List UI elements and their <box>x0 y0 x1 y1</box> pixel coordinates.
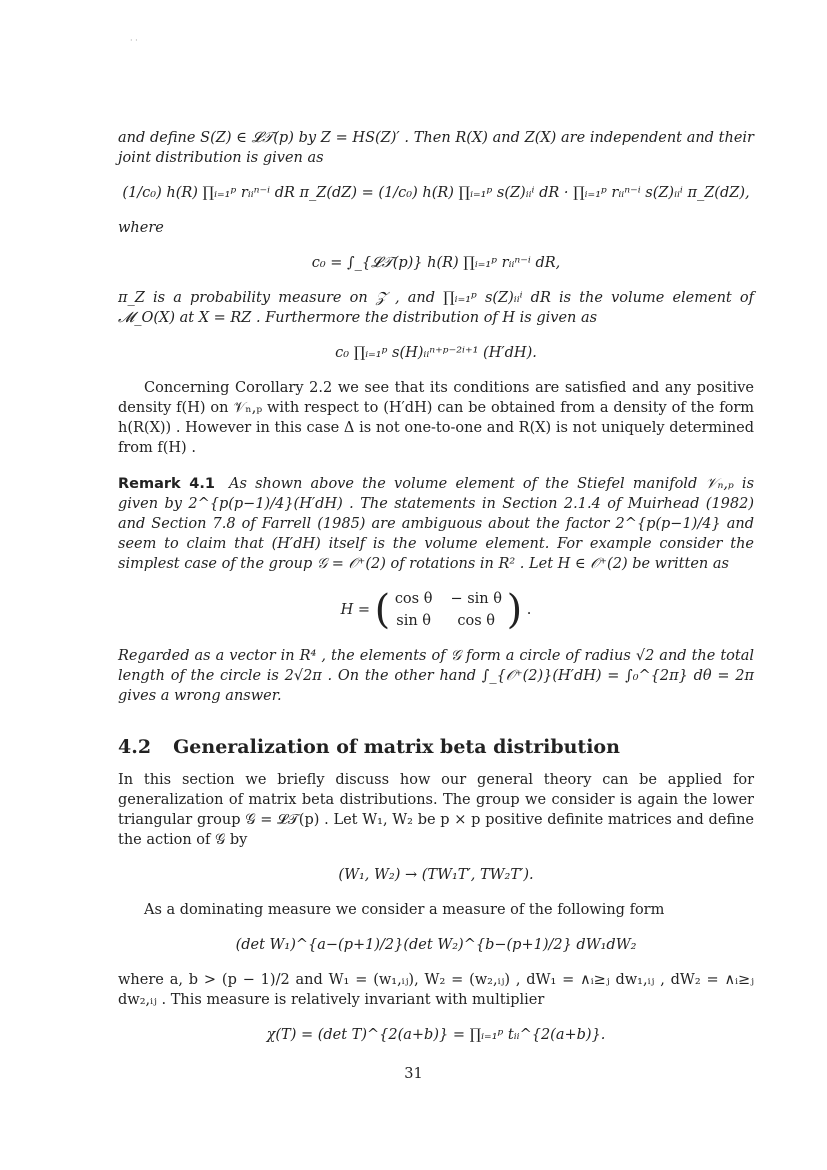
remark-label: Remark 4.1 <box>118 476 215 492</box>
equation-dominating-measure <box>118 934 754 956</box>
equation-text: c₀ ∏ᵢ₌₁ᵖ s(H)ᵢᵢⁿ⁺ᵖ⁻²ⁱ⁺¹ (H′dH). <box>335 345 537 361</box>
matrix-cell: sin θ <box>396 613 432 629</box>
equation-text: (det W₁)^{a−(p+1)/2}(det W₂)^{b−(p+1)/2} dW₁dW₂ <box>235 937 637 953</box>
equation-rotation-matrix <box>118 588 754 632</box>
page-body <box>118 128 754 1060</box>
equation-c0 <box>118 252 754 274</box>
equation-group-action <box>118 864 754 886</box>
equation-text: (1/c₀) h(R) ∏ᵢ₌₁ᵖ rᵢᵢⁿ⁻ⁱ dR π_Z(dZ) = (1/c₀) h(R) ∏ᵢ₌₁ᵖ s(Z)ᵢᵢⁱ dR · ∏ᵢ₌₁ᵖ rᵢᵢⁿ⁻ⁱ s(Z)ᵢᵢⁱ π_Z(dZ), <box>122 185 750 201</box>
right-paren: ) <box>506 587 523 633</box>
left-paren: ( <box>374 587 391 633</box>
paragraph-6: where a, b > (p − 1)/2 and W₁ = (w₁,ᵢⱼ), W₂ = (w₂,ᵢⱼ) , dW₁ = ∧ᵢ≥ⱼ dw₁,ᵢⱼ , dW₂ = ∧ᵢ≥ⱼ dw₂,ᵢⱼ . This measure is relatively invariant with multiplier <box>118 972 754 1008</box>
paragraph-1: and define S(Z) ∈ 𝓛𝒯(p) by Z = HS(Z)′ . Then R(X) and Z(X) are independent and their joint distribution is given as <box>118 130 754 166</box>
matrix-lhs: H = <box>340 602 370 618</box>
matrix-tail: . <box>526 602 532 618</box>
equation-text: χ(T) = (det T)^{2(a+b)} = ∏ᵢ₌₁ᵖ tᵢᵢ^{2(a+b)}. <box>266 1027 606 1043</box>
matrix-cell: cos θ <box>457 613 496 629</box>
paragraph-5: As a dominating measure we consider a measure of the following form <box>144 902 665 918</box>
remark-4-1 <box>118 474 754 574</box>
equation-distribution-h <box>118 342 754 364</box>
equation-text: (W₁, W₂) → (TW₁T′, TW₂T′). <box>338 867 534 883</box>
remark-text: As shown above the volume element of the Stiefel manifold 𝒱ₙ,ₚ is given by 2^{p(p−1)/4}(H′dH) . The statements in Section 2.1.4 of Muirhead (1982) and Section 7.8 of Farrell (1985) are ambiguous about the factor 2^{p(p−1)/4} and seem to claim that (H′dH) itself is the volume element. For example consider the simplest case of the group 𝒢 = 𝒪⁺(2) of rotations in R² . Let H ∈ 𝒪⁺(2) be written as <box>118 476 755 572</box>
paragraph-2: π_Z is a probability measure on 𝒵 , and ∏ᵢ₌₁ᵖ s(Z)ᵢᵢⁱ dR is the volume element of 𝓜_O(X) at X = RZ . Furthermore the distribution of H is given as <box>118 290 754 326</box>
where-label: where <box>118 220 164 236</box>
remark-continuation: Regarded as a vector in R⁴ , the elements of 𝒢 form a circle of radius √2 and the total length of the circle is 2√2π . On the other hand ∫_{𝒪⁺(2)}(H′dH) = ∫₀^{2π} dθ = 2π gives a wrong answer. <box>118 648 754 704</box>
matrix-cell: − sin θ <box>450 591 502 607</box>
equation-joint-distribution <box>118 182 754 204</box>
rotation-matrix <box>395 588 502 632</box>
paragraph-3: Concerning Corollary 2.2 we see that its conditions are satisfied and any positive density f(H) on 𝒱ₙ,ₚ with respect to (H′dH) can be obtained from a density of the form h(R(X)) . However in this case Δ is not one-to-one and R(X) is not uniquely determined from f(H) . <box>118 380 754 456</box>
matrix-cell: cos θ <box>394 591 433 607</box>
section-number: 4.2 <box>118 736 152 758</box>
scan-mark: · · <box>130 36 138 45</box>
paragraph-4: In this section we briefly discuss how our general theory can be applied for generalization of matrix beta distributions. The group we consider is again the lower triangular group 𝒢 = 𝓛𝒯(p) . Let W₁, W₂ be p × p positive definite matrices and define the action of 𝒢 by <box>118 772 754 848</box>
section-heading <box>118 736 754 758</box>
page-number: 31 <box>404 1066 423 1082</box>
equation-multiplier <box>118 1024 754 1046</box>
equation-text: c₀ = ∫_{𝓛𝒯(p)} h(R) ∏ᵢ₌₁ᵖ rᵢᵢⁿ⁻ⁱ dR, <box>311 255 561 271</box>
section-title: Generalization of matrix beta distribution <box>173 736 620 758</box>
